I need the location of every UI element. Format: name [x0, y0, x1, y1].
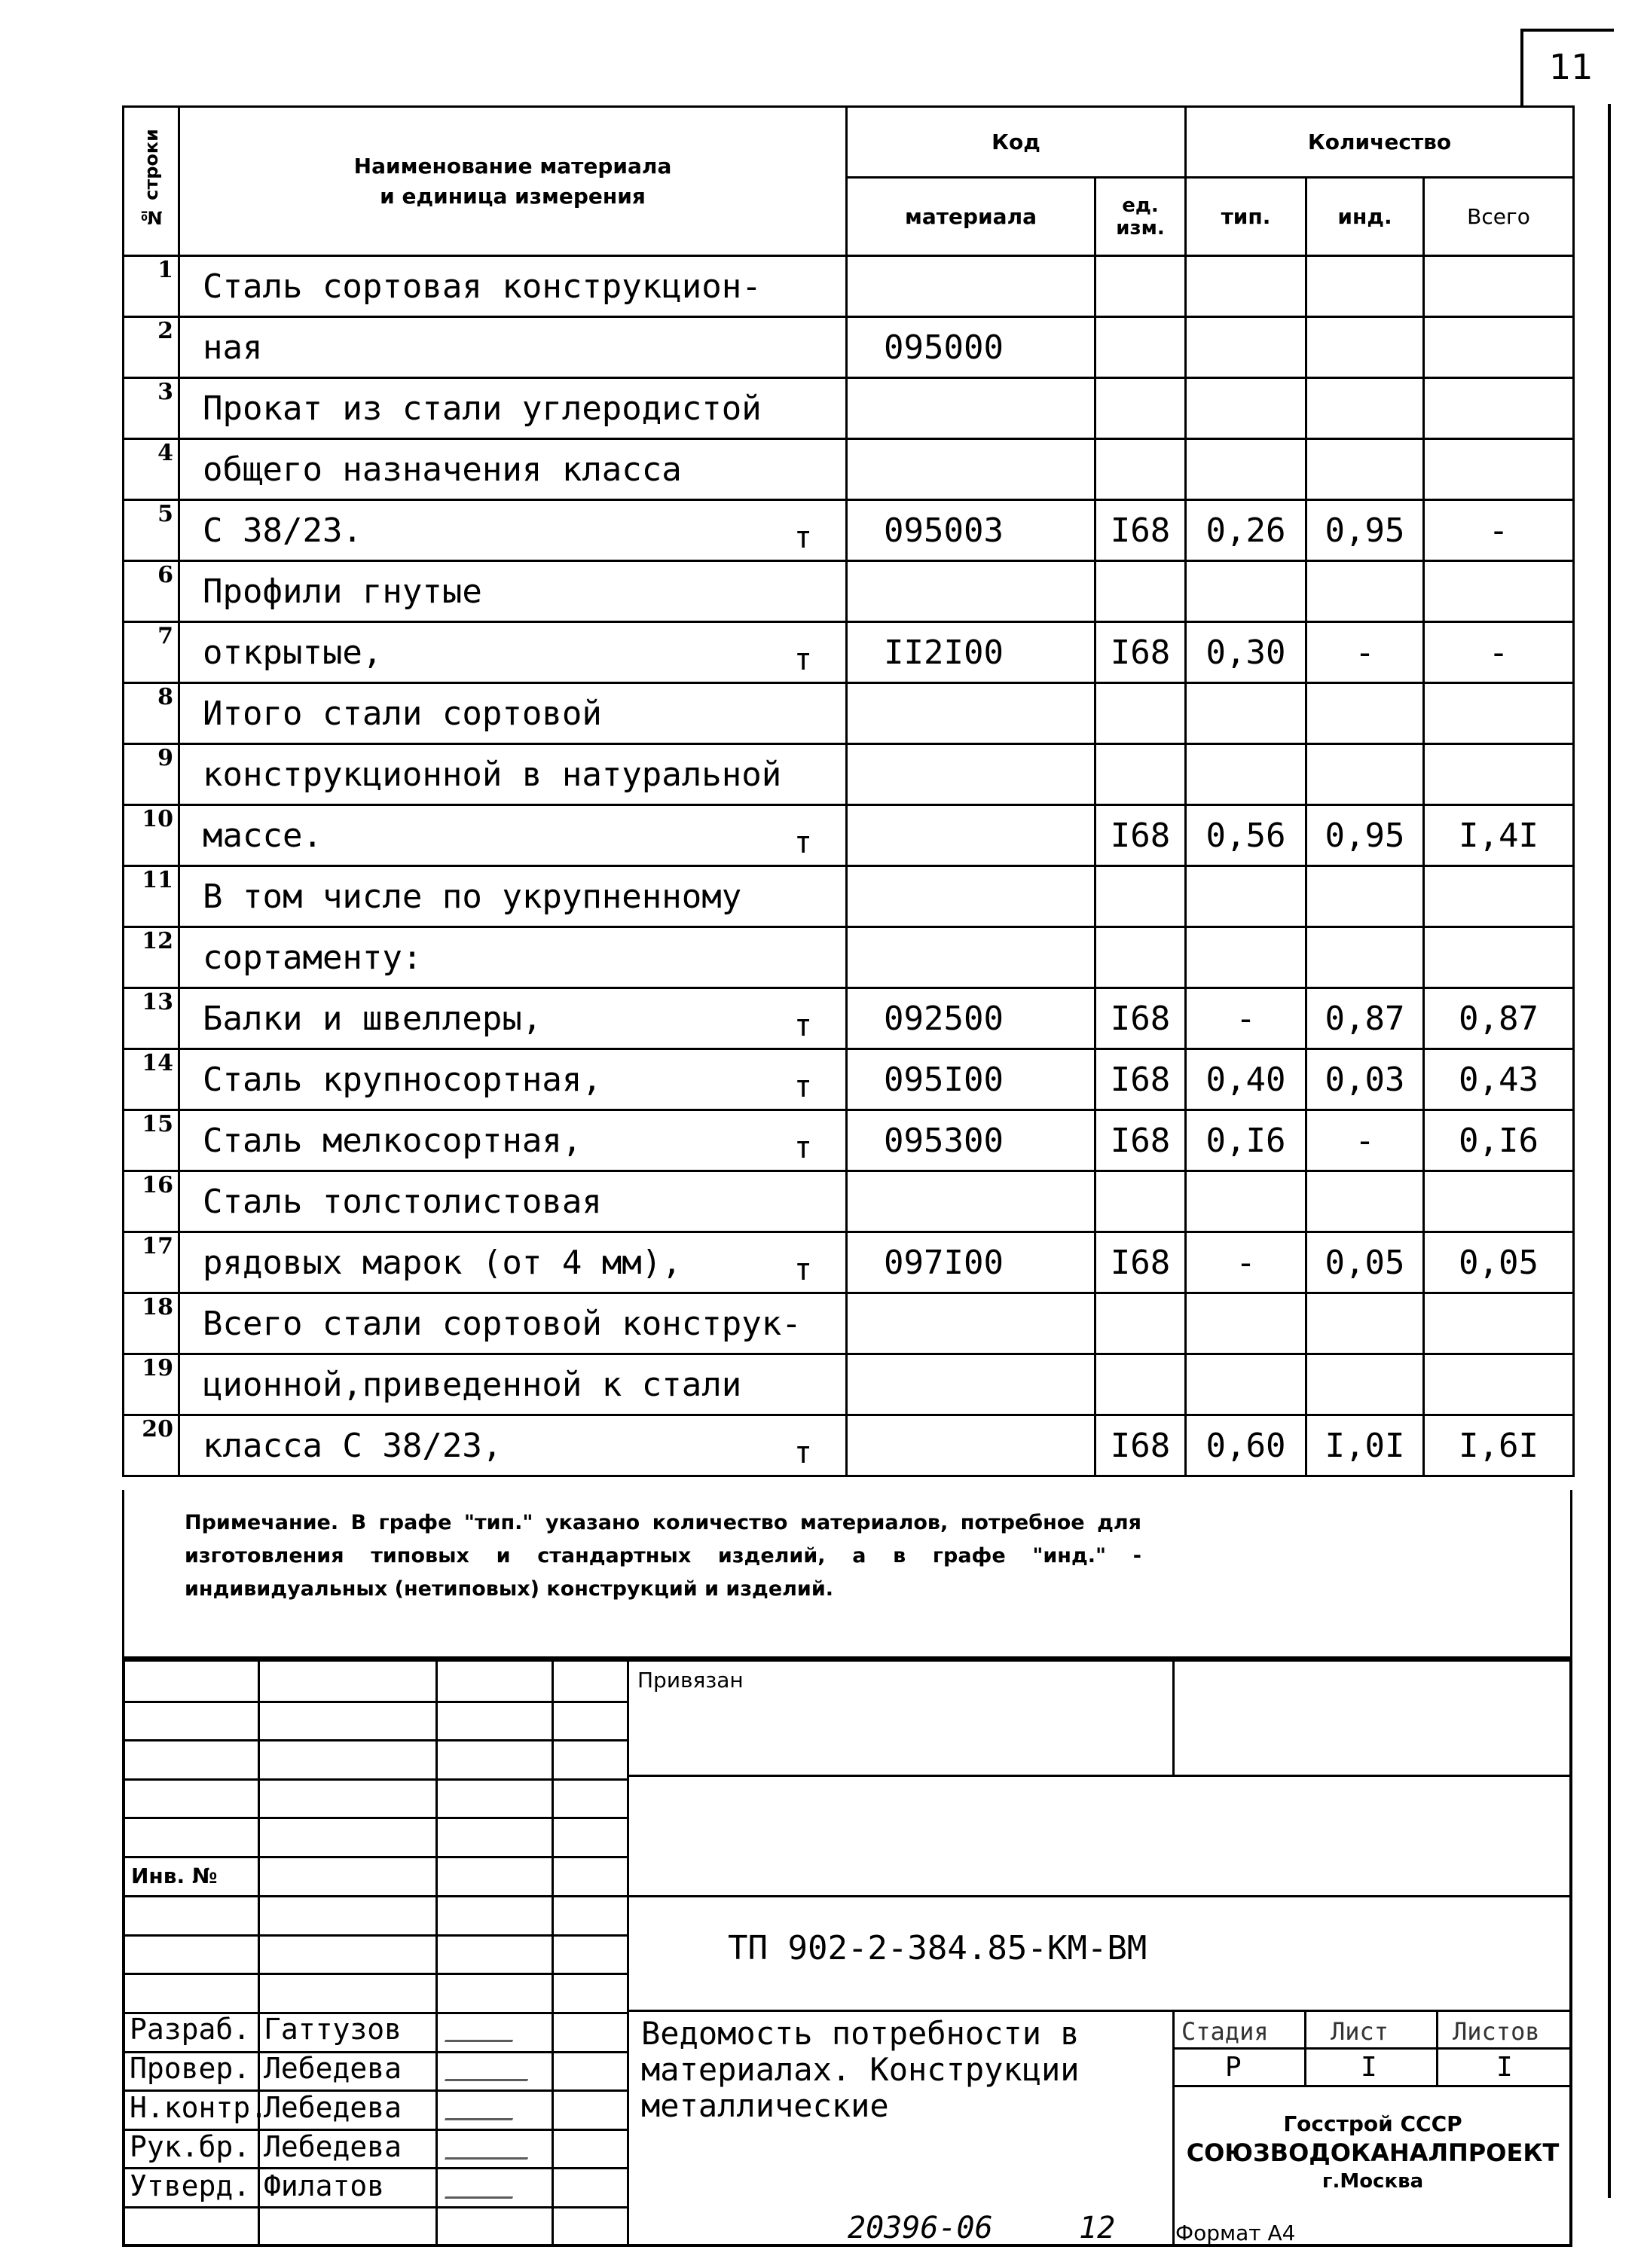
- material-name-text: класса С 38/23,: [203, 1426, 503, 1465]
- table-row: [124, 317, 1574, 378]
- row-number: 13: [124, 988, 179, 1049]
- table-row: [124, 988, 1574, 1049]
- table-row: [124, 1171, 1574, 1232]
- role-label: Разраб.: [130, 2013, 251, 2046]
- stage-value: Р: [1225, 2052, 1242, 2083]
- signer-name: Лебедева: [264, 2091, 402, 2124]
- unit-mark: т: [793, 1070, 812, 1104]
- material-name-text: ционной,приведенной к стали: [203, 1365, 742, 1404]
- material-name-text: открытые,: [203, 633, 383, 672]
- unit-code: I68: [1095, 500, 1186, 561]
- row-number-header: [124, 107, 179, 256]
- name-header-line2: и единица измерения: [380, 183, 646, 209]
- qty-typ: [1186, 561, 1306, 622]
- material-code: [847, 1293, 1095, 1354]
- qty-total: I,6I: [1424, 1415, 1574, 1476]
- qty-typ: 0,26: [1186, 500, 1306, 561]
- document-title: [641, 2016, 1080, 2124]
- format-label: Формат А4: [1175, 2221, 1296, 2245]
- role-label: Н.контр.: [130, 2091, 268, 2124]
- material-name-text: рядовых марок (от 4 мм),: [203, 1243, 682, 1282]
- qty-total: [1424, 561, 1574, 622]
- unit-mark: т: [793, 826, 812, 860]
- signature-mark: [445, 2174, 521, 2199]
- qty-typ: 0,60: [1186, 1415, 1306, 1476]
- table-row: [124, 378, 1574, 439]
- qty-total: 0,87: [1424, 988, 1574, 1049]
- name-header-line1: Наименование материала: [353, 153, 672, 179]
- material-name-text: ная: [203, 328, 263, 367]
- unit-mark: т: [793, 643, 812, 677]
- material-name: [179, 256, 847, 317]
- qty-typ: [1186, 1171, 1306, 1232]
- material-name: [179, 561, 847, 622]
- sheet-label: Лист: [1331, 2017, 1389, 2046]
- signer-name: Филатов: [264, 2169, 385, 2202]
- material-name: [179, 1354, 847, 1415]
- material-code: [847, 1354, 1095, 1415]
- qty-total: [1424, 1354, 1574, 1415]
- qty-typ: 0,30: [1186, 622, 1306, 683]
- organization-line2: СОЮЗВОДОКАНАЛПРОЕКТ: [1186, 2138, 1560, 2167]
- quantity-group-header: Количество: [1186, 107, 1574, 178]
- qty-total: [1424, 1293, 1574, 1354]
- sheets-value: I: [1496, 2052, 1513, 2083]
- qty-typ: [1186, 683, 1306, 744]
- signer-name: Лебедева: [264, 2052, 402, 2085]
- row-number: 19: [124, 1354, 179, 1415]
- table-row: [124, 1354, 1574, 1415]
- material-name-text: общего назначения класса: [203, 450, 682, 489]
- material-name-text: Итого стали сортовой: [203, 694, 602, 733]
- material-name-text: Всего стали сортовой конструк-: [203, 1304, 802, 1343]
- row-number: 6: [124, 561, 179, 622]
- qty-typ: [1186, 1293, 1306, 1354]
- qty-typ-header: тип.: [1186, 178, 1306, 256]
- material-name-text: Балки и швеллеры,: [203, 999, 542, 1038]
- unit-code: [1095, 744, 1186, 805]
- qty-ind: -: [1306, 1110, 1424, 1171]
- unit-code: I68: [1095, 1415, 1186, 1476]
- organization: [1174, 2110, 1572, 2196]
- material-name: [179, 866, 847, 927]
- unit-code: [1095, 1354, 1186, 1415]
- table-row: [124, 1415, 1574, 1476]
- qty-ind: [1306, 317, 1424, 378]
- qty-ind: [1306, 1171, 1424, 1232]
- material-name-text: Сталь мелкосортная,: [203, 1121, 582, 1160]
- qty-ind: [1306, 378, 1424, 439]
- row-number: 3: [124, 378, 179, 439]
- qty-ind: 0,05: [1306, 1232, 1424, 1293]
- row-number: 16: [124, 1171, 179, 1232]
- material-code: [847, 256, 1095, 317]
- title-block: [122, 1659, 1572, 2247]
- table-row: [124, 805, 1574, 866]
- material-code: [847, 378, 1095, 439]
- row-number: 1: [124, 256, 179, 317]
- signer-name: Лебедева: [264, 2130, 402, 2163]
- code-unit-header: ед. изм.: [1095, 178, 1186, 256]
- material-name-text: Сталь толстолистовая: [203, 1182, 602, 1221]
- qty-total: [1424, 256, 1574, 317]
- material-name: [179, 1110, 847, 1171]
- material-code: 095000: [847, 317, 1095, 378]
- table-row: [124, 439, 1574, 500]
- material-name-text: Сталь сортовая конструкцион-: [203, 267, 762, 306]
- qty-typ: [1186, 866, 1306, 927]
- qty-ind: [1306, 256, 1424, 317]
- archive-number: 20396-06: [848, 2211, 993, 2245]
- page-number-box: [1520, 29, 1614, 107]
- material-code: 095I00: [847, 1049, 1095, 1110]
- document-title-line1: Ведомость потребности в: [641, 2015, 1080, 2052]
- qty-typ: [1186, 744, 1306, 805]
- material-code: [847, 1415, 1095, 1476]
- qty-total: [1424, 744, 1574, 805]
- unit-mark: т: [793, 1131, 812, 1165]
- qty-total: [1424, 378, 1574, 439]
- signature-mark: [445, 2017, 521, 2042]
- table-row: [124, 927, 1574, 988]
- material-name: [179, 744, 847, 805]
- qty-ind: [1306, 866, 1424, 927]
- row-number: 4: [124, 439, 179, 500]
- row-number: 2: [124, 317, 179, 378]
- material-code: 095300: [847, 1110, 1095, 1171]
- unit-code: I68: [1095, 805, 1186, 866]
- role-label: Утверд.: [130, 2169, 251, 2202]
- material-name: [179, 1415, 847, 1476]
- table-row: [124, 1232, 1574, 1293]
- material-name-text: Профили гнутые: [203, 572, 482, 611]
- organization-line3: г.Москва: [1322, 2170, 1424, 2193]
- qty-total: 0,05: [1424, 1232, 1574, 1293]
- row-number: 14: [124, 1049, 179, 1110]
- material-code: [847, 561, 1095, 622]
- material-name-text: конструкционной в натуральной: [203, 755, 782, 794]
- qty-typ: 0,I6: [1186, 1110, 1306, 1171]
- qty-typ: [1186, 256, 1306, 317]
- qty-typ: 0,40: [1186, 1049, 1306, 1110]
- table-row: [124, 744, 1574, 805]
- privyazan-label: Привязан: [637, 1668, 744, 1693]
- qty-total: [1424, 683, 1574, 744]
- material-code: [847, 927, 1095, 988]
- name-header: [179, 107, 847, 256]
- unit-code: [1095, 683, 1186, 744]
- material-code: 095003: [847, 500, 1095, 561]
- role-label: Провер.: [130, 2052, 251, 2085]
- qty-total-header: Всего: [1424, 178, 1574, 256]
- row-number: 5: [124, 500, 179, 561]
- page-number: 11: [1549, 47, 1594, 87]
- material-name: [179, 1293, 847, 1354]
- qty-typ: 0,56: [1186, 805, 1306, 866]
- qty-ind: [1306, 439, 1424, 500]
- signer-name: Гаттузов: [264, 2013, 402, 2046]
- table-row: [124, 1049, 1574, 1110]
- material-name: [179, 378, 847, 439]
- unit-mark: т: [793, 520, 812, 555]
- row-number: 8: [124, 683, 179, 744]
- material-name: [179, 317, 847, 378]
- table-row: [124, 561, 1574, 622]
- qty-ind: [1306, 1293, 1424, 1354]
- row-number: 9: [124, 744, 179, 805]
- table-row: [124, 622, 1574, 683]
- material-name-text: В том числе по укрупненному: [203, 877, 742, 916]
- qty-typ: [1186, 439, 1306, 500]
- material-code: II2I00: [847, 622, 1095, 683]
- qty-ind: [1306, 927, 1424, 988]
- qty-total: -: [1424, 622, 1574, 683]
- stage-label: Стадия: [1181, 2017, 1269, 2046]
- qty-typ: [1186, 317, 1306, 378]
- page-reference: 12: [1079, 2211, 1116, 2245]
- table-row: [124, 866, 1574, 927]
- qty-ind: -: [1306, 622, 1424, 683]
- material-name: [179, 1171, 847, 1232]
- unit-code: [1095, 378, 1186, 439]
- qty-total: [1424, 866, 1574, 927]
- signature-mark: [445, 2135, 536, 2160]
- material-code: [847, 744, 1095, 805]
- qty-ind: I,0I: [1306, 1415, 1424, 1476]
- table-row: [124, 683, 1574, 744]
- row-number: 18: [124, 1293, 179, 1354]
- material-name: [179, 683, 847, 744]
- material-name: [179, 805, 847, 866]
- unit-code: [1095, 1293, 1186, 1354]
- row-number: 20: [124, 1415, 179, 1476]
- material-name: [179, 439, 847, 500]
- unit-code: I68: [1095, 1049, 1186, 1110]
- material-code: [847, 683, 1095, 744]
- table-row: [124, 1293, 1574, 1354]
- qty-ind: [1306, 561, 1424, 622]
- row-number: 11: [124, 866, 179, 927]
- document-title-line3: металлические: [641, 2087, 889, 2124]
- qty-total: -: [1424, 500, 1574, 561]
- unit-code: I68: [1095, 1232, 1186, 1293]
- material-name-text: С 38/23.: [203, 511, 362, 550]
- qty-ind-header: инд.: [1306, 178, 1424, 256]
- qty-total: 0,I6: [1424, 1110, 1574, 1171]
- qty-ind: [1306, 1354, 1424, 1415]
- qty-ind: 0,95: [1306, 805, 1424, 866]
- signature-mark: [445, 2056, 536, 2081]
- inventory-number-label: Инв. №: [131, 1864, 218, 1888]
- qty-typ: [1186, 927, 1306, 988]
- sheet-value: I: [1361, 2052, 1377, 2083]
- qty-total: [1424, 1171, 1574, 1232]
- row-number: 10: [124, 805, 179, 866]
- table-row: [124, 500, 1574, 561]
- material-name-text: сортаменту:: [203, 938, 423, 977]
- unit-code: [1095, 1171, 1186, 1232]
- material-code: [847, 1171, 1095, 1232]
- qty-total: [1424, 439, 1574, 500]
- organization-line1: Госстрой СССР: [1283, 2111, 1462, 2136]
- signature-mark: [445, 2096, 521, 2120]
- material-code: 097I00: [847, 1232, 1095, 1293]
- material-name: [179, 622, 847, 683]
- qty-typ: [1186, 1354, 1306, 1415]
- qty-typ: -: [1186, 988, 1306, 1049]
- row-number: 17: [124, 1232, 179, 1293]
- material-name: [179, 927, 847, 988]
- qty-ind: 0,87: [1306, 988, 1424, 1049]
- material-name: [179, 1232, 847, 1293]
- row-number-header-label: № строки: [140, 129, 162, 228]
- role-label: Рук.бр.: [130, 2130, 251, 2163]
- unit-code: [1095, 866, 1186, 927]
- code-group-header: Код: [847, 107, 1186, 178]
- qty-typ: -: [1186, 1232, 1306, 1293]
- qty-ind: [1306, 744, 1424, 805]
- material-name-text: массе.: [203, 816, 322, 855]
- right-margin-rule: [1608, 104, 1611, 2198]
- qty-total: 0,43: [1424, 1049, 1574, 1110]
- qty-total: I,4I: [1424, 805, 1574, 866]
- material-name-text: Сталь крупносортная,: [203, 1060, 602, 1099]
- unit-code: [1095, 561, 1186, 622]
- table-row: [124, 1110, 1574, 1171]
- material-name: [179, 988, 847, 1049]
- material-code: [847, 805, 1095, 866]
- materials-rows: [124, 256, 1574, 1476]
- document-title-line2: материалах. Конструкции: [641, 2051, 1080, 2088]
- unit-mark: т: [793, 1009, 812, 1043]
- unit-code: I68: [1095, 1110, 1186, 1171]
- material-name: [179, 1049, 847, 1110]
- unit-code: I68: [1095, 622, 1186, 683]
- unit-code: [1095, 439, 1186, 500]
- qty-ind: 0,03: [1306, 1049, 1424, 1110]
- unit-code: [1095, 927, 1186, 988]
- document-code: ТП 902-2-384.85-КМ-ВМ: [728, 1929, 1147, 1967]
- table-row: [124, 256, 1574, 317]
- qty-ind: 0,95: [1306, 500, 1424, 561]
- row-number: 12: [124, 927, 179, 988]
- material-name: [179, 500, 847, 561]
- row-number: 7: [124, 622, 179, 683]
- row-number: 15: [124, 1110, 179, 1171]
- material-code: 092500: [847, 988, 1095, 1049]
- code-material-header: материала: [847, 178, 1095, 256]
- note-box: [122, 1490, 1572, 1659]
- qty-total: [1424, 317, 1574, 378]
- unit-mark: т: [793, 1436, 812, 1470]
- sheets-label: Листов: [1453, 2017, 1540, 2046]
- qty-total: [1424, 927, 1574, 988]
- qty-ind: [1306, 683, 1424, 744]
- unit-code: [1095, 256, 1186, 317]
- unit-code: [1095, 317, 1186, 378]
- material-code: [847, 866, 1095, 927]
- note-text: Примечание. В графе "тип." указано количество материалов, потребное для изготовления типовых и стандартных изделий, а в графе "инд." - индивидуальных (нетиповых) конструкций и изделий.: [185, 1511, 1141, 1601]
- unit-mark: т: [793, 1253, 812, 1287]
- qty-typ: [1186, 378, 1306, 439]
- material-name-text: Прокат из стали углеродистой: [203, 389, 762, 428]
- materials-table: [122, 105, 1575, 1477]
- material-code: [847, 439, 1095, 500]
- unit-code: I68: [1095, 988, 1186, 1049]
